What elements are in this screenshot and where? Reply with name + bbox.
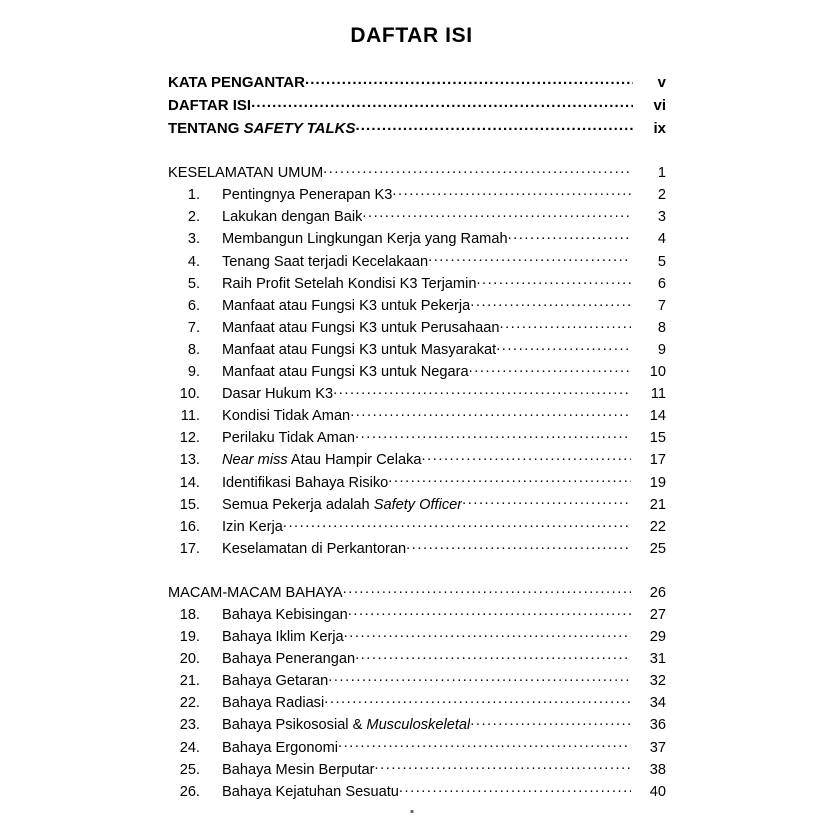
toc-entry-number: 16.: [179, 518, 200, 535]
toc-entry-label-italic: Musculoskeletal: [366, 717, 471, 734]
toc-page-number: 25: [649, 540, 666, 557]
toc-entry-label: Manfaat atau Fungsi K3 untuk Negara: [222, 364, 469, 381]
dot-leader: [422, 450, 631, 465]
toc-entry-number: 7.: [187, 319, 200, 336]
dot-leader: [323, 163, 631, 178]
toc-page-number: 22: [649, 518, 666, 535]
toc-page-number: 10: [649, 364, 666, 381]
toc-entry-number: 15.: [179, 496, 200, 513]
dot-leader: [344, 626, 631, 641]
dot-leader: [305, 72, 633, 87]
toc-page-number: v: [657, 74, 666, 91]
toc-page-number: 32: [649, 673, 666, 690]
toc-entry-label: Lakukan dengan Baik: [222, 209, 363, 226]
toc-entry-row[interactable]: [168, 671, 666, 693]
dot-leader: [470, 715, 631, 730]
toc-entry-row[interactable]: [168, 693, 666, 715]
page-title: DAFTAR ISI: [350, 24, 473, 47]
toc-entry-row[interactable]: [168, 450, 666, 472]
toc-entry-label: Bahaya Penerangan: [222, 651, 356, 668]
toc-entry-row[interactable]: [168, 626, 666, 648]
toc-entry-label: Manfaat atau Fungsi K3 untuk Masyarakat: [222, 341, 497, 358]
dot-leader: [350, 406, 631, 421]
toc-page-number: 19: [649, 474, 666, 491]
dot-leader: [388, 472, 631, 487]
toc-page-number: 9: [657, 341, 666, 358]
dot-leader: [355, 649, 631, 664]
toc-entry-number: 21.: [179, 673, 200, 690]
dot-leader: [324, 693, 631, 708]
toc-entry-row[interactable]: [168, 715, 666, 737]
toc-entry-label: Dasar Hukum K3: [222, 386, 334, 403]
dot-leader: [470, 295, 631, 310]
toc-page-number: 2: [657, 187, 666, 204]
dot-leader: [399, 781, 631, 796]
dot-leader: [343, 582, 631, 597]
toc-entry-row[interactable]: [168, 295, 666, 317]
toc-page-number: 21: [649, 496, 666, 513]
toc-entry-row[interactable]: [168, 207, 666, 229]
toc-page-number: 17: [649, 452, 666, 469]
dot-leader: [375, 759, 631, 774]
toc-entry-label: Perilaku Tidak Aman: [222, 430, 356, 447]
dot-leader: [338, 737, 631, 752]
toc-entry-row[interactable]: [168, 339, 666, 361]
toc-entry-number: 6.: [187, 297, 200, 314]
toc-entry-label: Keselamatan di Perkantoran: [222, 540, 407, 557]
toc-entry-label: Manfaat atau Fungsi K3 untuk Pekerja: [222, 297, 471, 314]
toc-entry-number: 24.: [179, 739, 200, 756]
toc-entry-number: 5.: [187, 275, 200, 292]
toc-entry-row[interactable]: [168, 428, 666, 450]
toc-entry-number: 14.: [179, 474, 200, 491]
toc-entry-label: Identifikasi Bahaya Risiko: [222, 474, 389, 491]
spacer: [168, 141, 666, 163]
toc-entry-row[interactable]: [168, 361, 666, 383]
toc-entry-number: 1.: [187, 187, 200, 204]
toc-entry-number: 17.: [179, 540, 200, 557]
toc-page-number: 7: [657, 297, 666, 314]
dot-leader: [333, 384, 631, 399]
toc-front-matter-row[interactable]: [168, 94, 666, 117]
toc-page-number: 31: [649, 651, 666, 668]
toc-entry-number: 22.: [179, 695, 200, 712]
toc-entry-label: Manfaat atau Fungsi K3 untuk Perusahaan: [222, 319, 500, 336]
toc-entry-label: Bahaya Kejatuhan Sesuatu: [222, 783, 399, 800]
spacer: [168, 560, 666, 582]
toc-page-number: 37: [649, 739, 666, 756]
toc-entry-label-italic: SAFETY TALKS: [243, 120, 356, 138]
toc-entry-label: Tenang Saat terjadi Kecelakaan: [222, 253, 429, 270]
dot-leader: [283, 516, 631, 531]
toc-front-matter-row[interactable]: [168, 71, 666, 94]
toc-entry-row[interactable]: [168, 273, 666, 295]
toc-entry-label: Membangun Lingkungan Kerja yang Ramah: [222, 231, 508, 248]
toc-page-number: 1: [657, 165, 666, 182]
toc-entry-label-italic: Near miss: [222, 452, 288, 469]
toc-page-number: 5: [657, 253, 666, 270]
toc-entry-row[interactable]: [168, 384, 666, 406]
toc-page-number: 34: [649, 695, 666, 712]
toc-entry-row[interactable]: [168, 185, 666, 207]
toc-section-heading: MACAM-MACAM BAHAYA: [168, 584, 343, 601]
toc-page-number: 27: [649, 606, 666, 623]
toc-entry-number: 10.: [179, 386, 200, 403]
toc-page-number: 36: [649, 717, 666, 734]
dot-leader: [499, 317, 631, 332]
toc-entry-row[interactable]: [168, 472, 666, 494]
toc-entry-number: 23.: [179, 717, 200, 734]
toc-entry-label: Izin Kerja: [222, 518, 283, 535]
dot-leader: [348, 604, 631, 619]
toc-entry-row[interactable]: [168, 781, 666, 803]
table-of-contents: [168, 71, 666, 803]
toc-front-matter-row[interactable]: [168, 117, 666, 140]
toc-entry-label: Bahaya Ergonomi: [222, 739, 339, 756]
toc-entry-number: 11.: [180, 408, 200, 425]
dot-leader: [428, 251, 631, 266]
toc-entry-number: 9.: [187, 364, 200, 381]
toc-entry-row[interactable]: [168, 737, 666, 759]
toc-entry-row[interactable]: [168, 229, 666, 251]
toc-page-number: 40: [649, 783, 666, 800]
toc-entry-number: 25.: [179, 761, 200, 778]
toc-entry-number: 8.: [187, 341, 200, 358]
toc-page-number: 4: [657, 231, 666, 248]
dot-leader: [362, 207, 631, 222]
toc-page-number: 38: [649, 761, 666, 778]
toc-entry-number: 19.: [179, 629, 200, 646]
toc-entry-label: Raih Profit Setelah Kondisi K3 Terjamin: [222, 275, 477, 292]
toc-entry-number: 12.: [179, 430, 200, 447]
toc-page-number: 3: [657, 209, 666, 226]
toc-page-number: 6: [657, 275, 666, 292]
toc-page-number: vi: [653, 97, 666, 115]
toc-entry-number: 4.: [187, 253, 200, 270]
toc-entry-label: Kondisi Tidak Aman: [222, 408, 351, 425]
toc-entry-label: Bahaya Iklim Kerja: [222, 629, 344, 646]
toc-entry-label: KATA PENGANTAR: [168, 74, 305, 91]
toc-entry-row[interactable]: [168, 406, 666, 428]
toc-section-heading-row[interactable]: [168, 163, 666, 185]
dot-leader: [469, 361, 631, 376]
toc-entry-row[interactable]: [168, 516, 666, 538]
dot-leader: [251, 95, 633, 110]
toc-section-heading-row[interactable]: [168, 582, 666, 604]
toc-entry-label: Bahaya Getaran: [222, 673, 329, 690]
toc-page-number: 29: [649, 629, 666, 646]
toc-entry-number: 2.: [187, 209, 200, 226]
toc-page-number: 14: [649, 408, 666, 425]
dot-leader: [462, 494, 631, 509]
dot-leader: [392, 185, 631, 200]
toc-entry-label: Bahaya Psikososial & Musculoskeletal: [222, 717, 471, 734]
toc-entry-number: 3.: [187, 231, 200, 248]
dot-leader: [496, 339, 631, 354]
toc-page-number: 15: [649, 430, 666, 447]
toc-entry-number: 20.: [179, 651, 200, 668]
toc-entry-row[interactable]: [168, 604, 666, 626]
dot-leader: [328, 671, 631, 686]
toc-entry-label: Bahaya Radiasi: [222, 695, 325, 712]
toc-entry-number: 18.: [179, 606, 200, 623]
page-bottom-mark: [410, 810, 413, 813]
toc-entry-label: Semua Pekerja adalah Safety Officer: [222, 496, 463, 513]
toc-entry-number: 13.: [179, 452, 200, 469]
toc-entry-number: 26.: [179, 783, 200, 800]
dot-leader: [356, 118, 633, 133]
dot-leader: [508, 229, 631, 244]
dot-leader: [406, 538, 631, 553]
toc-entry-row[interactable]: [168, 538, 666, 560]
dot-leader: [355, 428, 631, 443]
toc-page-number: 26: [649, 584, 666, 601]
toc-section-heading: KESELAMATAN UMUM: [168, 165, 324, 182]
toc-entry-label: TENTANG SAFETY TALKS: [168, 120, 356, 138]
toc-entry-row[interactable]: [168, 649, 666, 671]
dot-leader: [476, 273, 631, 288]
toc-entry-label: Bahaya Mesin Berputar: [222, 761, 375, 778]
toc-entry-row[interactable]: [168, 317, 666, 339]
toc-entry-row[interactable]: [168, 759, 666, 781]
toc-page-number: ix: [653, 120, 666, 138]
toc-entry-label: Bahaya Kebisingan: [222, 606, 348, 623]
toc-entry-row[interactable]: [168, 251, 666, 273]
toc-page-number: 11: [650, 386, 666, 403]
toc-entry-label-italic: Safety Officer: [373, 496, 463, 513]
toc-entry-label: Near miss Atau Hampir Celaka: [222, 452, 422, 469]
toc-entry-label: Pentingnya Penerapan K3: [222, 187, 393, 204]
toc-entry-row[interactable]: [168, 494, 666, 516]
toc-entry-label: DAFTAR ISI: [168, 97, 252, 115]
toc-page-number: 8: [657, 319, 666, 336]
